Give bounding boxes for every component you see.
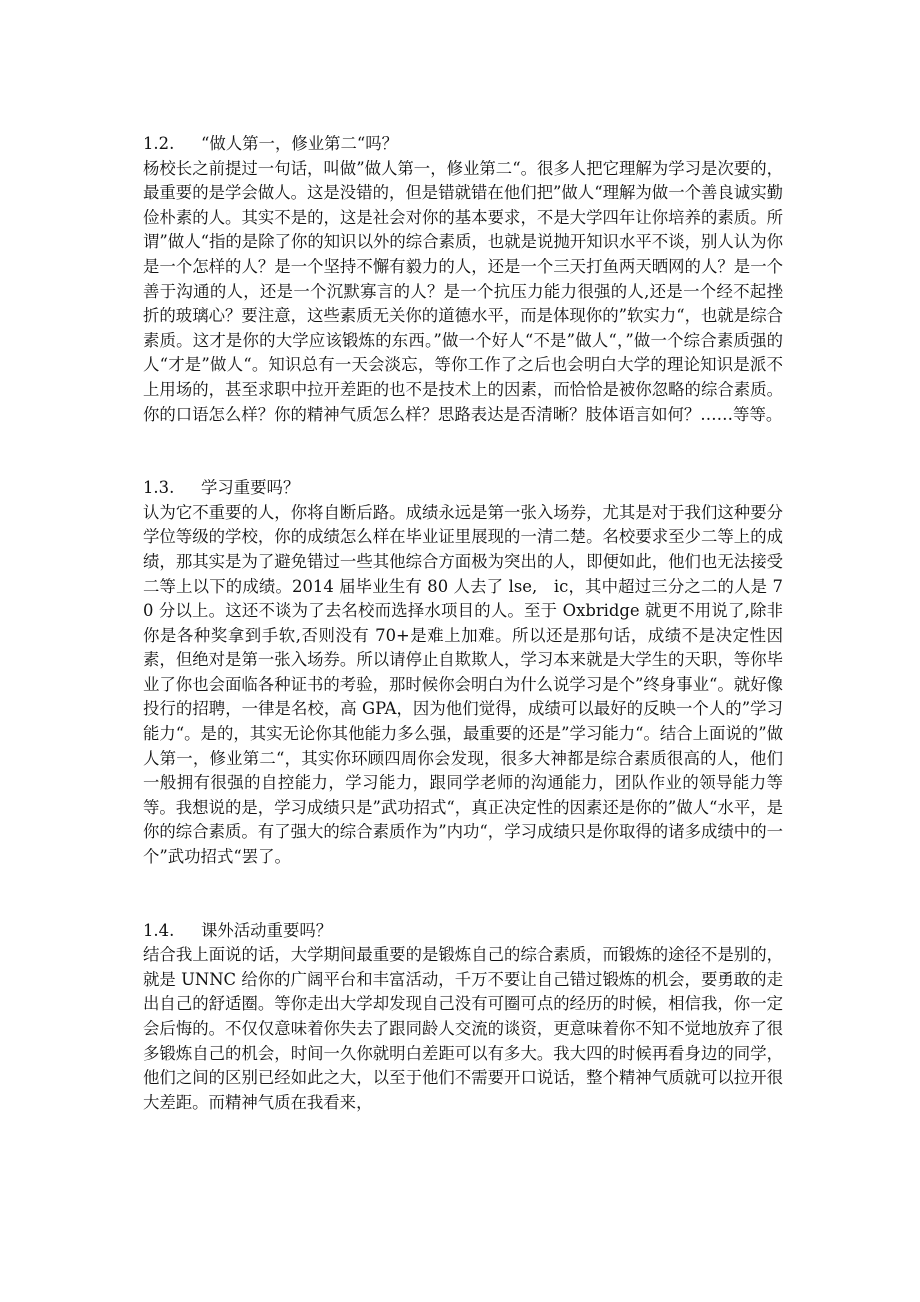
section-title: 学习重要吗？ bbox=[201, 478, 300, 498]
section-heading bbox=[143, 919, 783, 944]
section-number: 1.3. bbox=[143, 478, 175, 498]
document-page bbox=[143, 132, 783, 1115]
section-1-4 bbox=[143, 919, 783, 1116]
section-1-2 bbox=[143, 132, 783, 427]
section-1-3 bbox=[143, 476, 783, 870]
section-heading bbox=[143, 476, 783, 501]
section-title: “做人第一，修业第二“吗？ bbox=[201, 134, 399, 153]
section-title: 课外活动重要吗？ bbox=[201, 920, 333, 940]
section-number: 1.2. bbox=[143, 134, 175, 153]
section-body: 认为它不重要的人，你将自断后路。成绩永远是第一张入场券，尤其是对于我们这种要分学位等级的学校，你的成绩怎么样在毕业证里展现的一清二楚。名校要求至少二等上的成绩，那其实是为了避免错过一些其他综合方面极为突出的人，即便如此，他们也无法接受二等上以下的成绩。2014 届毕业生有 80 人去了 lse, ic，其中超过三分之二的人是 70 分以上。这还不谈为了去名校而选择水项目的人。至于 Oxbridge 就更不用说了,除非你是各种奖拿到手软,否则没有 70+是难上加难。所以还是那句话，成绩不是决定性因素，但绝对是第一张入场券。所以请停止自欺欺人，学习本来就是大学生的天职，等你毕业了你也会面临各种证书的考验，那时候你会明白为什么说学习是个”终身事业“。就好像投行的招聘，一律是名校，高 GPA，因为他们觉得，成绩可以最好的反映一个人的”学习能力“。是的，其实无论你其他能力多么强，最重要的还是”学习能力“。结合上面说的”做人第一，修业第二“，其实你环顾四周你会发现，很多大神都是综合素质很高的人，他们一般拥有很强的自控能力，学习能力，跟同学老师的沟通能力，团队作业的领导能力等等。我想说的是，学习成绩只是”武功招式“，真正决定性的因素还是你的”做人“水平，是你的综合素质。有了强大的综合素质作为”内功“，学习成绩只是你取得的诸多成绩中的一个”武功招式“罢了。 bbox=[143, 502, 783, 867]
section-heading bbox=[143, 132, 783, 157]
section-body: 结合我上面说的话，大学期间最重要的是锻炼自己的综合素质，而锻炼的途径不是别的，就是 UNNC 给你的广阔平台和丰富活动，千万不要让自己错过锻炼的机会，要勇敢的走出自己的舒适圈。等你走出大学却发现自己没有可圈可点的经历的时候，相信我，你一定会后悔的。不仅仅意味着你失去了跟同龄人交流的谈资，更意味着你不知不觉地放弃了很多锻炼自己的机会，时间一久你就明白差距可以有多大。我大四的时候再看身边的同学，他们之间的区别已经如此之大，以至于他们不需要开口说话，整个精神气质就可以拉开很大差距。而精神气质在我看来， bbox=[143, 945, 783, 1112]
section-body: 杨校长之前提过一句话，叫做”做人第一，修业第二“。很多人把它理解为学习是次要的，最重要的是学会做人。这是没错的，但是错就错在他们把”做人“理解为做一个善良诚实勤俭朴素的人。其实不是的，这是社会对你的基本要求，不是大学四年让你培养的素质。所谓”做人“指的是除了你的知识以外的综合素质，也就是说抛开知识水平不谈，别人认为你是一个怎样的人？是一个坚持不懈有毅力的人，还是一个三天打鱼两天晒网的人？是一个善于沟通的人，还是一个沉默寡言的人？是一个抗压力能力很强的人,还是一个经不起挫折的玻璃心？要注意，这些素质无关你的道德水平，而是体现你的”软实力“，也就是综合素质。这才是你的大学应该锻炼的东西。”做一个好人“不是”做人“，”做一个综合素质强的人“才是”做人“。知识总有一天会淡忘，等你工作了之后也会明白大学的理论知识是派不上用场的，甚至求职中拉开差距的也不是技术上的因素，而恰恰是被你忽略的综合素质。你的口语怎么样？你的精神气质怎么样？思路表达是否清晰？肢体语言如何？……等等。 bbox=[143, 158, 783, 424]
section-number: 1.4. bbox=[143, 920, 175, 940]
